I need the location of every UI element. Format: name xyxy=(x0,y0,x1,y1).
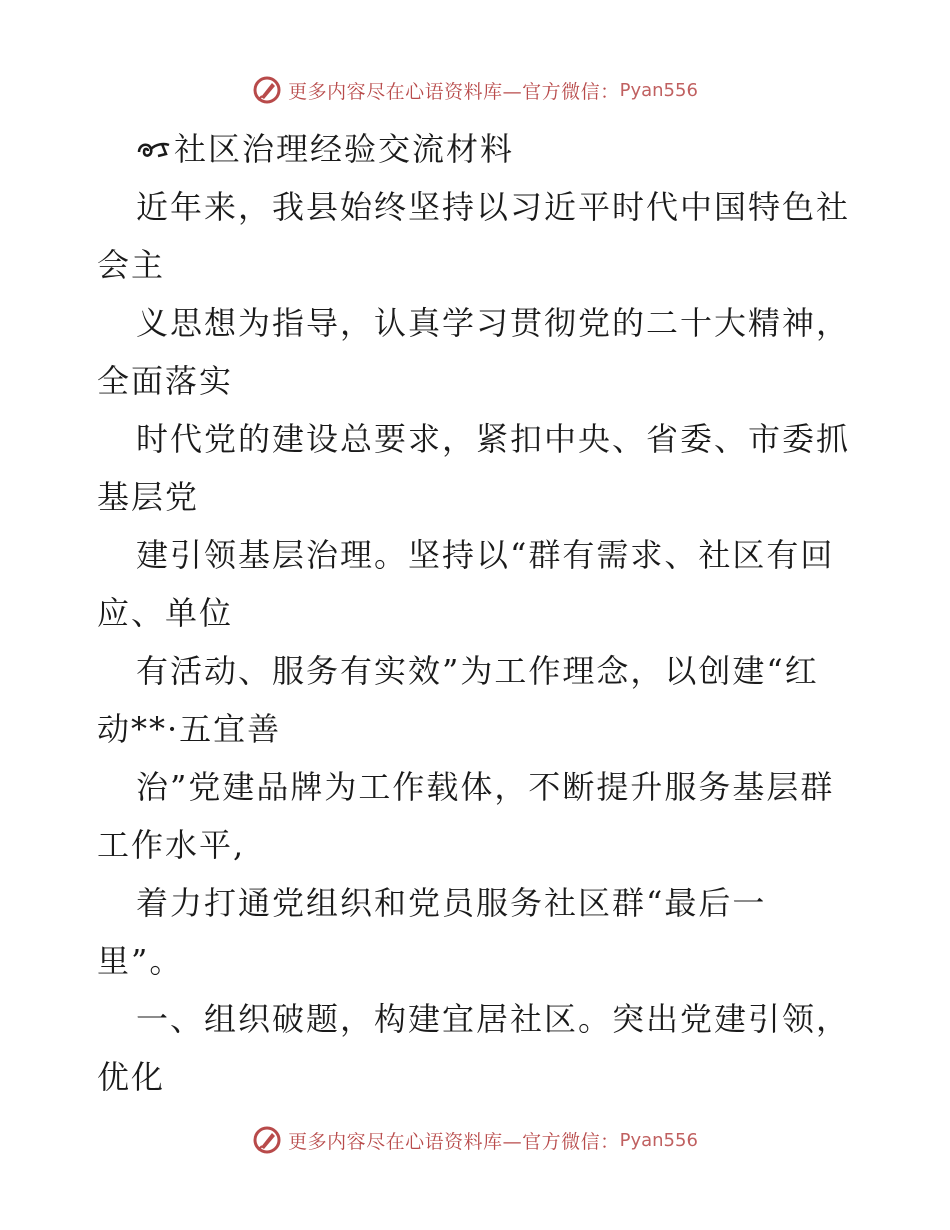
text-line: 应、单位 xyxy=(97,594,234,632)
text-line: 治”党建品牌为工作载体，不断提升服务基层群 xyxy=(136,768,835,806)
text-line: 动**·五宜善 xyxy=(97,710,282,748)
quill-logo-icon xyxy=(252,75,282,105)
document-title-row xyxy=(97,120,857,178)
text-line: 建引领基层治理。坚持以“群有需求、社区有回 xyxy=(136,536,835,574)
text-line: 着力打通党组织和党员服务社区群“最后一 xyxy=(136,884,767,922)
header-banner xyxy=(0,70,950,110)
text-line: 工作水平, xyxy=(97,826,246,864)
footer-banner-text: 更多内容尽在心语资料库—官方微信： xyxy=(288,1130,620,1153)
text-line: 有活动、服务有实效”为工作理念，以创建“红 xyxy=(136,652,819,690)
document-body xyxy=(97,120,857,1106)
quill-logo-icon xyxy=(252,1125,282,1155)
text-line: 时代党的建设总要求，紧扣中央、省委、市委抓 xyxy=(136,420,851,458)
text-line: 里”。 xyxy=(97,942,184,980)
document-title: 社区治理经验交流材料 xyxy=(174,130,515,168)
footer-banner-handle: Pyan556 xyxy=(619,1129,698,1151)
footer-banner xyxy=(0,1120,950,1160)
text-line: 义思想为指导，认真学习贯彻党的二十大精神， xyxy=(136,304,851,342)
text-line: 全面落实 xyxy=(97,362,234,400)
text-line: 一、组织破题，构建宜居社区。突出党建引领， xyxy=(136,1000,851,1038)
text-line: 优化 xyxy=(97,1058,166,1096)
banner-handle: Pyan556 xyxy=(619,79,698,101)
text-line: 基层党 xyxy=(97,478,200,516)
swirl-ornament-icon xyxy=(136,134,172,164)
banner-text: 更多内容尽在心语资料库—官方微信： xyxy=(288,80,620,103)
text-line: 会主 xyxy=(97,246,166,284)
text-line: 近年来，我县始终坚持以习近平时代中国特色社 xyxy=(136,188,851,226)
paragraph-lines xyxy=(97,178,857,1106)
